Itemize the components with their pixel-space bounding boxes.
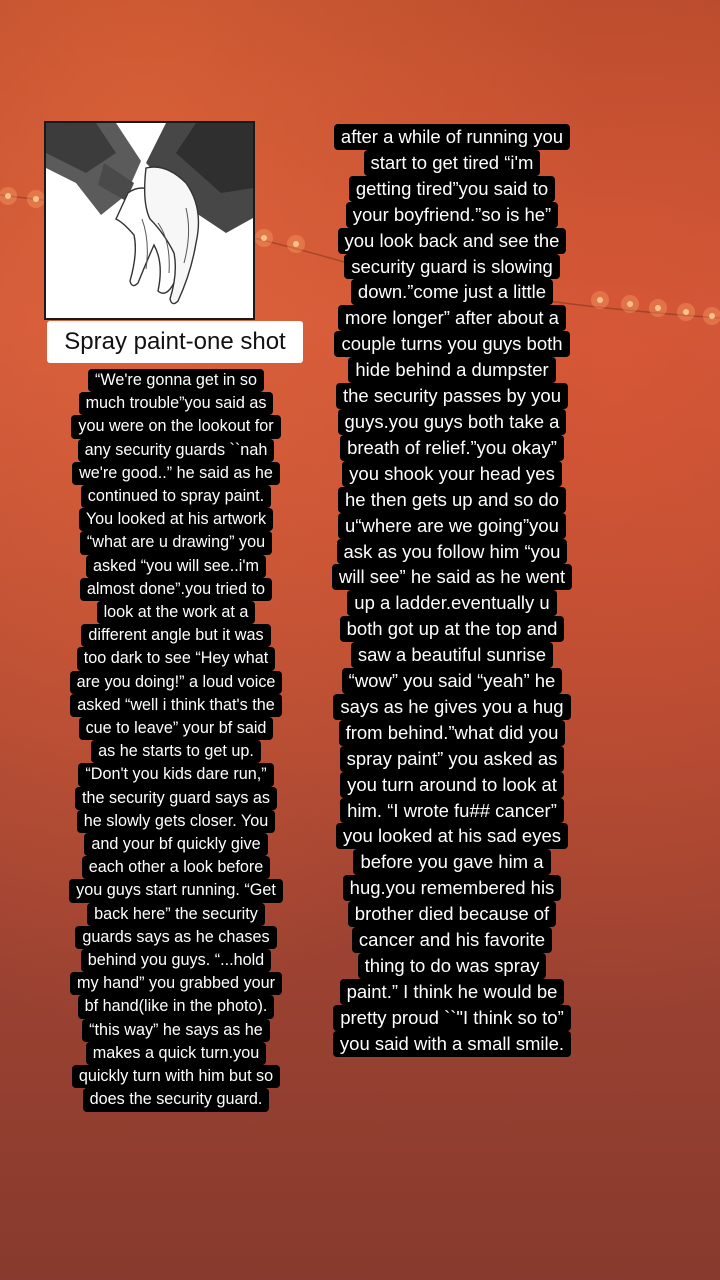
caption-line: down.”come just a little — [351, 279, 553, 305]
caption-line: “what are u drawing” you — [80, 531, 272, 554]
caption-line: your boyfriend.”so is he” — [346, 202, 558, 228]
caption-line: paint.” I think he would be — [340, 979, 565, 1005]
caption-line: says as he gives you a hug — [333, 694, 570, 720]
caption-line: almost done”.you tried to — [80, 578, 272, 601]
caption-line: “We're gonna get in so — [88, 369, 264, 392]
caption-line: too dark to see “Hey what — [77, 647, 275, 670]
caption-line: asked “well i think that's the — [70, 694, 281, 717]
caption-line: hide behind a dumpster — [348, 357, 555, 383]
caption-line: back here” the security — [87, 903, 265, 926]
caption-line: “Don't you kids dare run,” — [78, 763, 273, 786]
caption-line: cue to leave” your bf said — [79, 717, 274, 740]
caption-line: guys.you guys both take a — [338, 409, 567, 435]
caption-line: you were on the lookout for — [71, 415, 280, 438]
caption-line: saw a beautiful sunrise — [351, 642, 553, 668]
caption-line: you turn around to look at — [340, 772, 564, 798]
caption-line: are you doing!” a loud voice — [70, 671, 283, 694]
caption-line: you guys start running. “Get — [69, 879, 283, 902]
caption-line: each other a look before — [82, 856, 271, 879]
caption-line: security guard is slowing — [344, 254, 560, 280]
caption-line: couple turns you guys both — [334, 331, 569, 357]
caption-line: and your bf quickly give — [84, 833, 267, 856]
holding-hands-illustration — [44, 121, 255, 320]
caption-line: look at the work at a — [97, 601, 256, 624]
caption-line: from behind.”what did you — [339, 720, 566, 746]
caption-line: “this way” he says as he — [82, 1019, 270, 1042]
caption-line: ask as you follow him “you — [337, 539, 568, 565]
caption-line: pretty proud ``"I think so to” — [333, 1005, 571, 1031]
caption-line: him. “I wrote fu## cancer” — [340, 798, 564, 824]
caption-right-column — [316, 124, 588, 1057]
story-title: Spray paint-one shot — [47, 321, 303, 363]
caption-line: much trouble”you said as — [79, 392, 274, 415]
caption-line: any security guards ``nah — [78, 439, 275, 462]
caption-line: more longer” after about a — [338, 305, 566, 331]
caption-line: my hand” you grabbed your — [70, 972, 282, 995]
caption-line: You looked at his artwork — [79, 508, 273, 531]
caption-line: quickly turn with him but so — [72, 1065, 280, 1088]
caption-line: brother died because of — [348, 901, 556, 927]
caption-line: makes a quick turn.you — [86, 1042, 266, 1065]
caption-line: asked “you will see..i'm — [86, 555, 266, 578]
caption-line: as he starts to get up. — [91, 740, 261, 763]
caption-line: bf hand(like in the photo). — [78, 995, 275, 1018]
caption-line: you look back and see the — [338, 228, 567, 254]
caption-line: different angle but it was — [81, 624, 270, 647]
caption-line: the security guard says as — [75, 787, 277, 810]
caption-line: he slowly gets closer. You — [77, 810, 275, 833]
caption-line: the security passes by you — [336, 383, 568, 409]
caption-line: after a while of running you — [334, 124, 570, 150]
caption-line: hug.you remembered his — [343, 875, 562, 901]
caption-line: will see” he said as he went — [332, 564, 572, 590]
caption-line: we're good..” he said as he — [72, 462, 280, 485]
caption-line: cancer and his favorite — [352, 927, 552, 953]
caption-line: u“where are we going”you — [338, 513, 566, 539]
caption-left-column — [50, 369, 302, 1112]
caption-line: getting tired”you said to — [349, 176, 555, 202]
caption-line: he then gets up and so do — [338, 487, 566, 513]
caption-line: continued to spray paint. — [81, 485, 271, 508]
caption-line: spray paint” you asked as — [340, 746, 565, 772]
caption-line: you looked at his sad eyes — [336, 823, 568, 849]
caption-line: does the security guard. — [83, 1088, 270, 1111]
caption-line: before you gave him a — [353, 849, 550, 875]
caption-line: breath of relief.”you okay” — [340, 435, 564, 461]
caption-line: both got up at the top and — [340, 616, 565, 642]
caption-line: behind you guys. “...hold — [81, 949, 271, 972]
caption-line: you said with a small smile. — [333, 1031, 571, 1057]
caption-line: “wow” you said “yeah” he — [342, 668, 563, 694]
caption-line: you shook your head yes — [342, 461, 562, 487]
caption-line: thing to do was spray — [358, 953, 547, 979]
caption-line: start to get tired “i'm — [364, 150, 541, 176]
caption-line: guards says as he chases — [75, 926, 276, 949]
caption-line: up a ladder.eventually u — [347, 590, 556, 616]
